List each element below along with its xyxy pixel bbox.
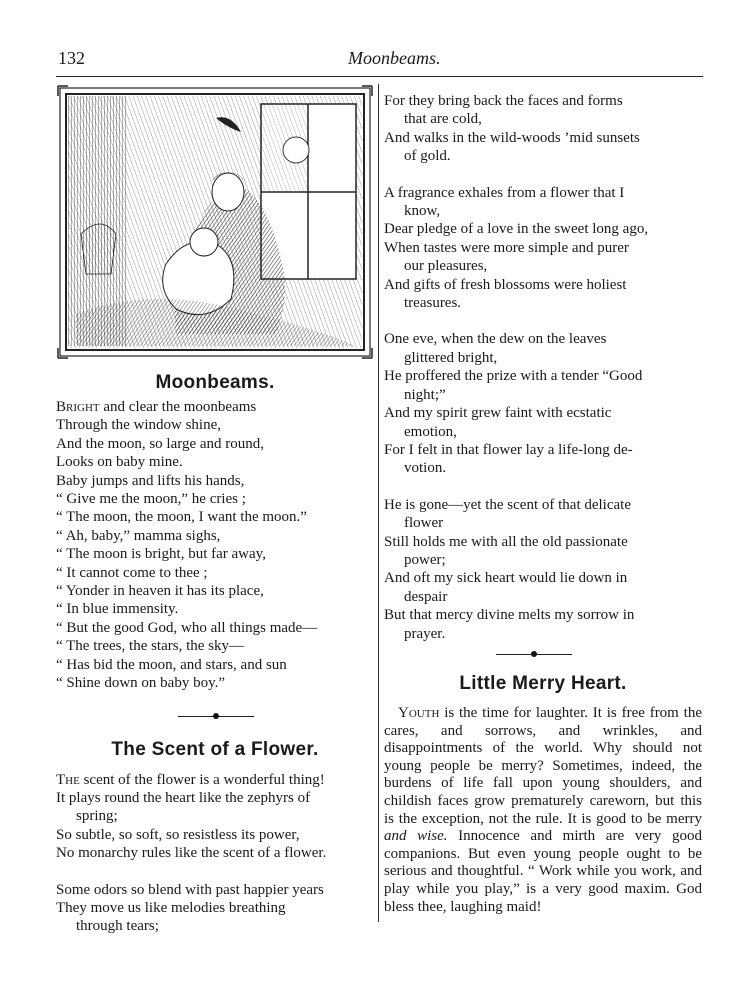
poem-line: And gifts of fresh blossoms were holiest bbox=[384, 276, 627, 293]
poem-line: through tears; bbox=[76, 918, 159, 935]
stanza-gap bbox=[384, 166, 702, 184]
poem-line: And the moon, so large and round, bbox=[56, 435, 265, 452]
section-divider bbox=[56, 707, 374, 727]
poem-line: Baby jumps and lifts his hands, bbox=[56, 472, 245, 489]
poem-line: votion. bbox=[404, 460, 447, 477]
poem-line: “ Give me the moon,” he cries ; bbox=[56, 491, 246, 508]
page-header bbox=[58, 48, 672, 74]
poem-line: But that mercy divine melts my sorrow in bbox=[384, 607, 635, 624]
poem-line: He proffered the prize with a tender “Good bbox=[384, 368, 643, 385]
poem-line: And walks in the wild-woods ’mid sunsets bbox=[384, 129, 640, 146]
merry-title: Little Merry Heart. bbox=[459, 672, 627, 694]
right-column bbox=[384, 84, 702, 916]
merry-paragraph bbox=[384, 705, 702, 916]
paragraph-text-part: Innocence and mirth are very good companions. But even young people ought to be serious and thoughtful. “ Work while you work, and play while you play,” is a very good maxim. God bless thee, laughing maid! bbox=[384, 828, 703, 915]
poem-line bbox=[56, 398, 374, 416]
poem-line: “ The moon is bright, but far away, bbox=[56, 546, 266, 563]
italic-phrase: and wise. bbox=[384, 828, 448, 845]
poem-line: When tastes were more simple and purer bbox=[384, 239, 629, 256]
stanza-gap bbox=[384, 312, 702, 330]
poem-line: flower bbox=[404, 515, 444, 532]
drop-word: The bbox=[56, 771, 80, 788]
drop-word: Youth bbox=[398, 704, 440, 721]
poem-line: “ Yonder in heaven it has its place, bbox=[56, 583, 264, 600]
poem-line: prayer. bbox=[404, 625, 446, 642]
poem-line: And my spirit grew faint with ecstatic bbox=[384, 405, 612, 422]
left-column bbox=[56, 84, 374, 936]
stanza-gap bbox=[56, 863, 374, 881]
poem-line: And oft my sick heart would lie down in bbox=[384, 570, 628, 587]
scent-poem-part1 bbox=[56, 771, 374, 936]
poem-line-text: and clear the moonbeams bbox=[99, 399, 257, 415]
divider-dot bbox=[213, 713, 219, 719]
poem-line bbox=[56, 771, 374, 789]
poem-line: Some odors so blend with past happier years bbox=[56, 881, 324, 898]
poem-line: “ Shine down on baby boy.” bbox=[56, 675, 225, 692]
page-number: 132 bbox=[58, 48, 85, 68]
poem-line: our pleasures, bbox=[404, 258, 488, 275]
running-title: Moonbeams. bbox=[348, 48, 441, 68]
scent-poem-part2 bbox=[384, 92, 702, 643]
poem-line: It plays round the heart like the zephyrs of bbox=[56, 789, 311, 806]
stanza-gap bbox=[384, 478, 702, 496]
moonbeams-title: Moonbeams. bbox=[155, 372, 275, 393]
poem-line: glittered bright, bbox=[404, 349, 498, 366]
poem-line-text: scent of the flower is a wonderful thing! bbox=[79, 771, 325, 788]
scent-title: The Scent of a Flower. bbox=[111, 738, 319, 760]
poem-line: One eve, when the dew on the leaves bbox=[384, 331, 607, 348]
paragraph-text-part: is the time for laughter. It is free from the cares, and sorrows, and wrinkles, and disappointments of the world. Why should not young people be merry? Sometimes, indeed, the burdens of life fall upon young shoulders, and childish faces grow prematurely careworn, but this is the exception, not the rule. It is good to be merry bbox=[384, 704, 702, 827]
section-divider bbox=[384, 645, 702, 665]
poem-line: despair bbox=[404, 588, 448, 605]
moonbeams-illustration bbox=[56, 84, 374, 360]
poem-line: “ Has bid the moon, and stars, and sun bbox=[56, 656, 287, 673]
engraving-image bbox=[56, 84, 374, 360]
poem-line: A fragrance exhales from a flower that I bbox=[384, 184, 625, 201]
poem-line: No monarchy rules like the scent of a flower. bbox=[56, 845, 327, 862]
poem-line: “ It cannot come to thee ; bbox=[56, 564, 208, 581]
poem-line: that are cold, bbox=[404, 111, 482, 128]
poem-line: night;” bbox=[404, 386, 446, 403]
header-rule bbox=[56, 76, 703, 77]
poem-line: Through the window shine, bbox=[56, 417, 221, 434]
poem-line: So subtle, so soft, so resistless its power, bbox=[56, 826, 300, 843]
poem-line: For they bring back the faces and forms bbox=[384, 93, 623, 109]
poem-line: emotion, bbox=[404, 423, 457, 440]
poem-line: Looks on baby mine. bbox=[56, 454, 183, 471]
poem-line: spring; bbox=[76, 808, 118, 825]
poem-line: treasures. bbox=[404, 295, 462, 312]
drop-word: Bright bbox=[56, 399, 100, 415]
column-divider bbox=[378, 84, 379, 922]
poem-line: know, bbox=[404, 203, 441, 220]
poem-line: “ Ah, baby,” mamma sighs, bbox=[56, 527, 221, 544]
poem-line: Dear pledge of a love in the sweet long ago, bbox=[384, 221, 649, 238]
poem-line: “ The trees, the stars, the sky— bbox=[56, 638, 245, 655]
poem-line: “ But the good God, who all things made— bbox=[56, 619, 318, 636]
poem-line: “ The moon, the moon, I want the moon.” bbox=[56, 509, 307, 526]
poem-line: power; bbox=[404, 551, 446, 568]
poem-line: Still holds me with all the old passionate bbox=[384, 533, 628, 550]
poem-line: of gold. bbox=[404, 148, 451, 165]
paragraph-text bbox=[384, 705, 702, 916]
poem-line: They move us like melodies breathing bbox=[56, 899, 286, 916]
poem-line: He is gone—yet the scent of that delicate bbox=[384, 496, 631, 513]
poem-line: For I felt in that flower lay a life-long de- bbox=[384, 441, 633, 458]
moonbeams-poem bbox=[56, 398, 374, 693]
poem-line: “ In blue immensity. bbox=[56, 601, 179, 618]
divider-dot bbox=[531, 651, 537, 657]
